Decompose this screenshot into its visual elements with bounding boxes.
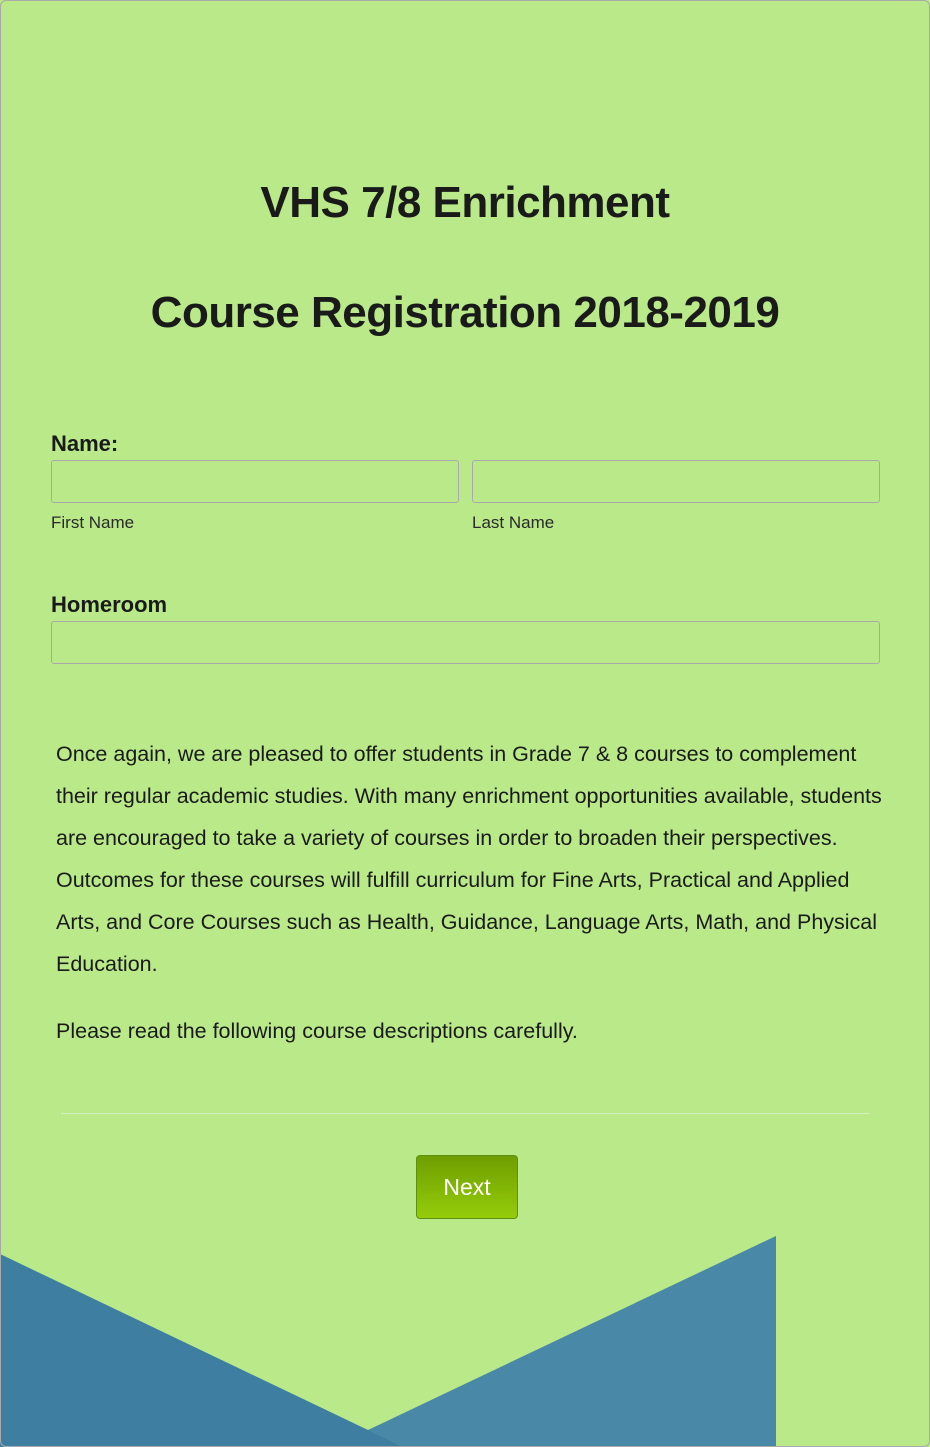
divider [61,1113,870,1114]
last-name-sublabel: Last Name [472,513,555,532]
instructions-paragraph: Please read the following course descriptions carefully. [56,1019,578,1043]
intro-paragraph: Once again, we are pleased to offer students in Grade 7 & 8 courses to complement their regular academic studies. With many enrichment opportunities available, students are encouraged to take a variety of courses in order to broaden their perspectives. Outcomes for these courses will fulfill curriculum for Fine Arts, Practical and Applied Arts, and Core Courses such as Health, Guidance, Language Arts, Math, and Physical Education. [56,742,882,976]
homeroom-label: Homeroom [51,592,168,617]
form-title-line1: VHS 7/8 Enrichment [260,178,670,227]
first-name-sublabel: First Name [51,513,135,532]
name-label: Name: [51,431,119,456]
form-title-line2: Course Registration 2018-2019 [150,288,780,337]
homeroom-input[interactable] [51,621,880,664]
last-name-input[interactable] [472,460,880,503]
first-name-input[interactable] [51,460,459,503]
next-button[interactable]: Next [416,1155,518,1219]
